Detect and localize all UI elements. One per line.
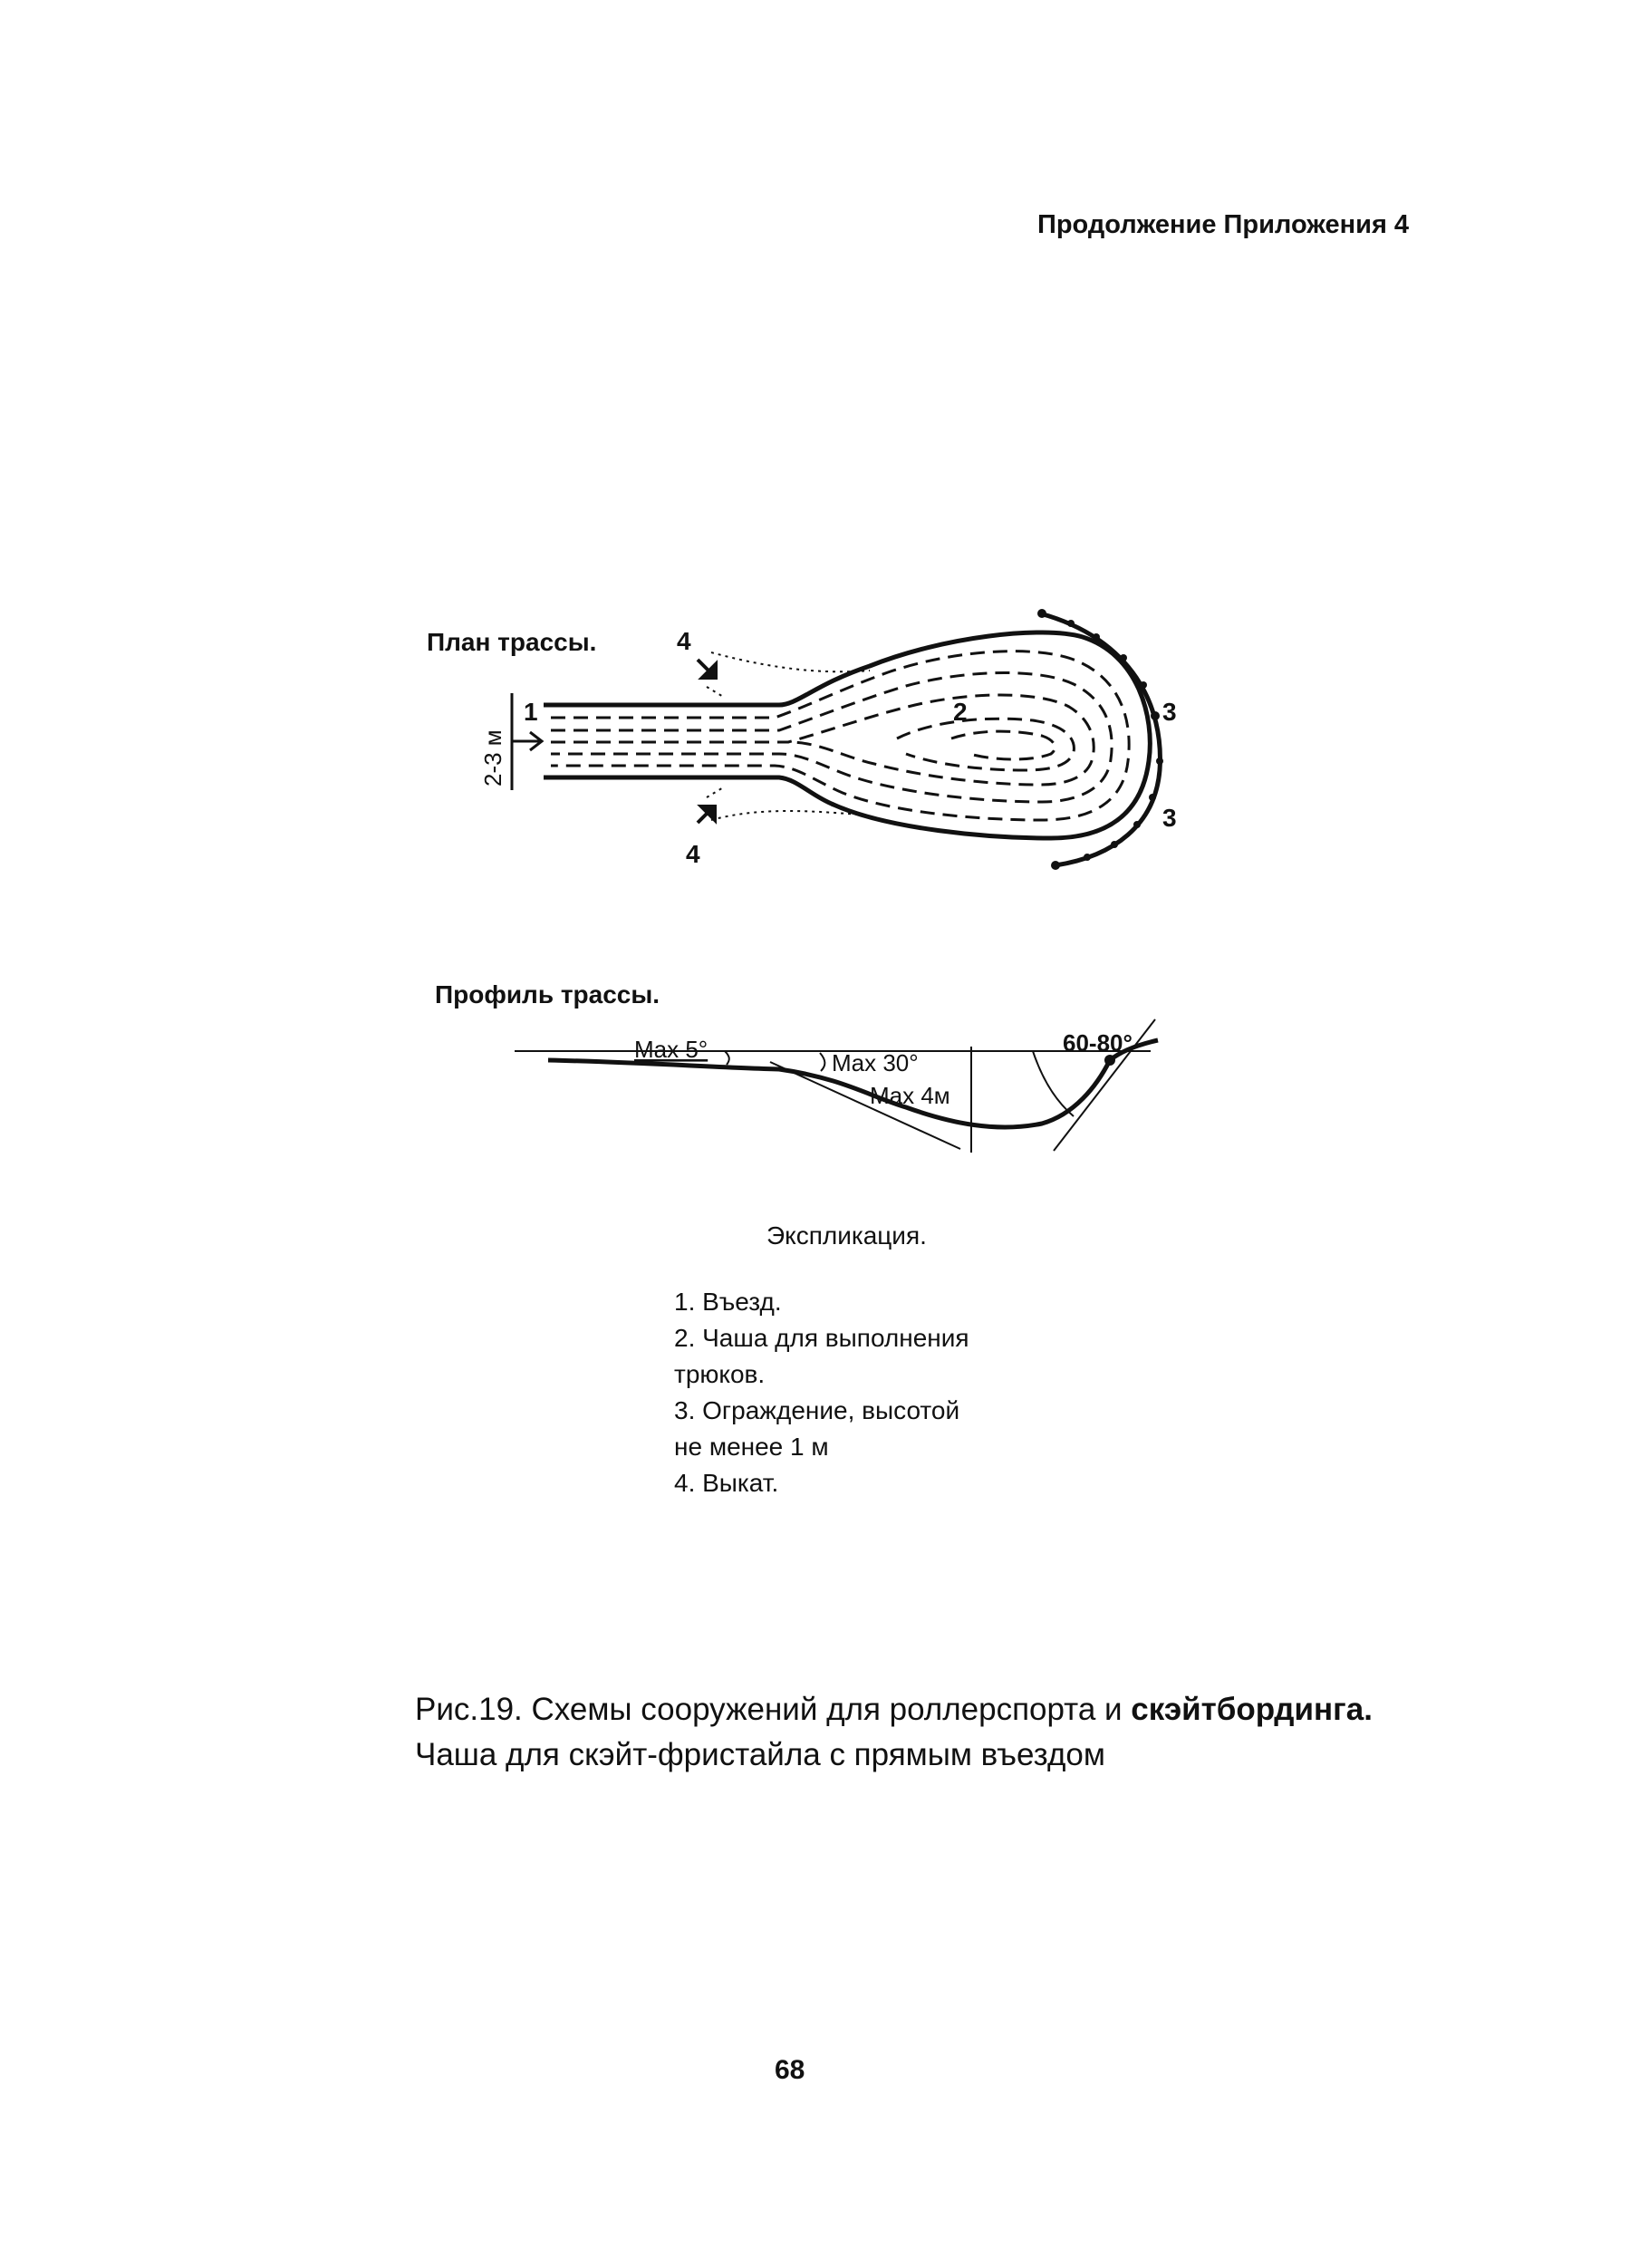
profile-title: Профиль трассы.: [435, 980, 660, 1009]
plan-outline: [544, 632, 1150, 838]
caption-line-1-bold: скэйтбординга.: [1131, 1692, 1373, 1727]
figure-caption: [415, 1687, 1502, 1778]
profile-slope-label: Max 5°: [634, 1036, 708, 1063]
page-header: Продолжение Приложения 4: [1037, 210, 1410, 239]
plan-drawing: [512, 609, 1163, 870]
plan-marker-2: 2: [953, 698, 968, 726]
caption-line-2: Чаша для скэйт-фристайла с прямым въездом: [415, 1737, 1105, 1772]
plan-marker-1: 1: [524, 698, 538, 726]
plan-marker-3b: 3: [1162, 804, 1177, 832]
profile-drawing: [515, 1019, 1158, 1153]
profile-wall-angle-label: 60-80°: [1063, 1029, 1133, 1057]
explication-item: не менее 1 м: [674, 1433, 829, 1461]
explication-item: 3. Ограждение, высотой: [674, 1396, 960, 1424]
explication-item: 4. Выкат.: [674, 1469, 779, 1497]
explication-item: трюков.: [674, 1360, 766, 1388]
profile-angle-label: Max 30°: [832, 1049, 919, 1076]
plan-width-label: 2-3 м: [479, 729, 506, 787]
explication-item: 1. Въезд.: [674, 1288, 782, 1316]
explication-title: Экспликация.: [766, 1221, 927, 1250]
explication-item: 2. Чаша для выполнения: [674, 1324, 969, 1352]
plan-marker-4-top: 4: [677, 627, 691, 655]
page-number: 68: [775, 2055, 805, 2085]
caption-line-1-regular: Рис.19. Схемы сооружений для роллерспорта и: [415, 1692, 1132, 1727]
explication-list: [674, 1284, 969, 1501]
plan-title: План трассы.: [427, 628, 597, 656]
profile-depth-label: Max 4м: [870, 1082, 950, 1109]
plan-marker-4-bottom: 4: [686, 840, 700, 868]
caption-line-1: [415, 1687, 1502, 1732]
plan-marker-3a: 3: [1162, 698, 1177, 726]
